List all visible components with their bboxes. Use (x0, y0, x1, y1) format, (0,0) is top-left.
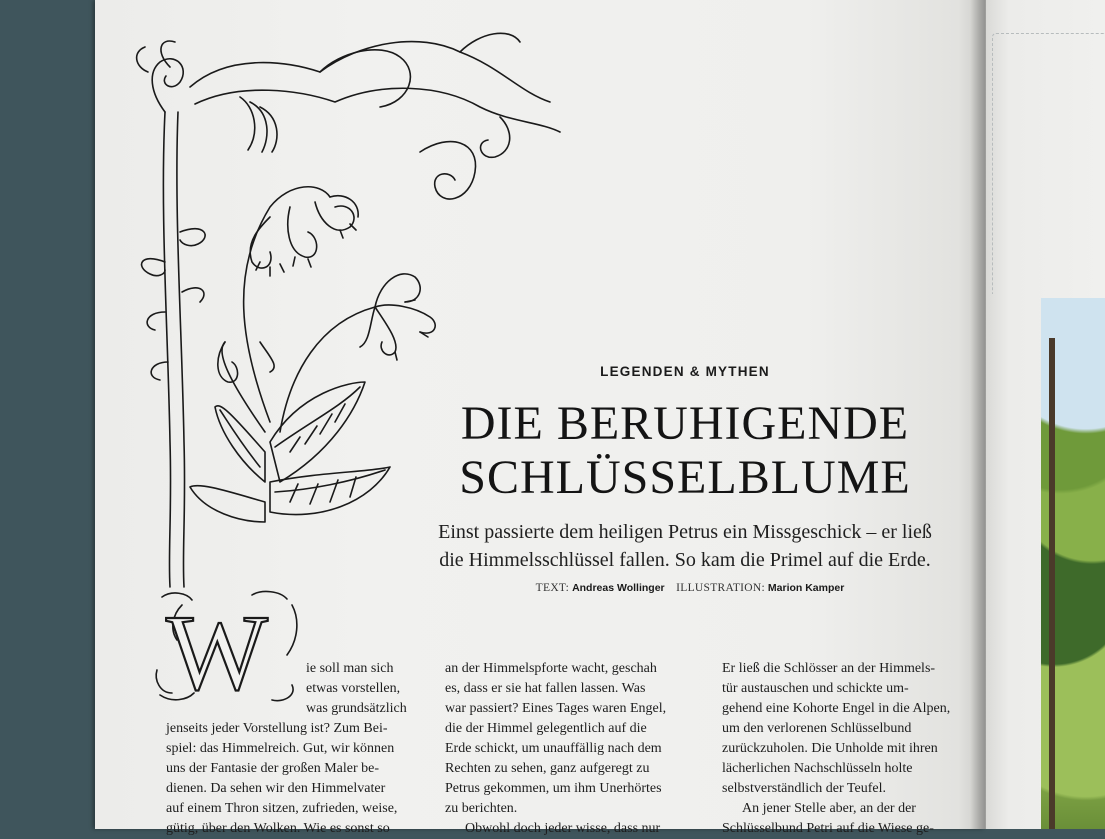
illustration-label: ILLUSTRATION: (676, 582, 766, 594)
text-author: Andreas Wollinger (572, 582, 665, 594)
body-line: zu berichten. (445, 801, 518, 816)
body-line: uns der Fantasie der großen Maler be- (166, 761, 380, 776)
dashed-frame (992, 33, 1105, 294)
title-line: SCHLÜSSELBLUME (459, 451, 911, 504)
text-label: TEXT: (535, 582, 570, 594)
garden-photo (1041, 298, 1105, 829)
body-line: ie soll man sich (306, 661, 394, 676)
lead-line: die Himmelsschlüssel fallen. So kam die Primel auf die Erde. (439, 549, 931, 571)
body-line: tür austauschen und schickte um- (722, 681, 909, 696)
body-line: zurückzuholen. Die Unholde mit ihren (722, 741, 938, 756)
article-lead (415, 518, 955, 574)
article-title (425, 397, 945, 505)
body-line: dienen. Da sehen wir den Himmelvater (166, 781, 386, 796)
dropcap-letter: W (166, 594, 268, 710)
article-kicker: LEGENDEN & MYTHEN (600, 364, 770, 379)
lead-line: Einst passierte dem heiligen Petrus ein Missgeschick – er ließ (438, 521, 932, 543)
illustration-author: Marion Kamper (767, 582, 845, 594)
body-line: selbstverständlich der Teufel. (722, 781, 886, 796)
body-line: die der Himmel gelegentlich auf die (445, 721, 647, 736)
body-line: um den verlorenen Schlüsselbund (722, 721, 912, 736)
article-credits (480, 582, 900, 594)
cowslip-illustration (120, 12, 590, 602)
body-line: gütig, über den Wolken. Wie es sonst so (166, 821, 390, 836)
body-line: An jener Stelle aber, an der der (742, 801, 916, 816)
body-line: an der Himmelspforte wacht, geschah (445, 661, 657, 676)
body-line: lächerlichen Nachschlüsseln holte (722, 761, 913, 776)
body-line: auf einem Thron sitzen, zufrieden, weise, (166, 801, 398, 816)
body-column-1 (166, 659, 431, 839)
body-line: war passiert? Eines Tages waren Engel, (445, 701, 667, 716)
body-line: Erde schickt, um unauffällig nach dem (445, 741, 662, 756)
body-line: spiel: das Himmelreich. Gut, wir können (166, 741, 395, 756)
body-column-3 (722, 659, 987, 839)
body-line: Er ließ die Schlösser an der Himmels- (722, 661, 936, 676)
body-line: Rechten zu sehen, ganz aufgeregt zu (445, 761, 650, 776)
body-column-2 (445, 659, 710, 839)
body-line: Petrus gekommen, um ihm Unerhörtes (445, 781, 662, 796)
body-line: Schlüsselbund Petri auf die Wiese ge- (722, 821, 934, 836)
body-line: Obwohl doch jeder wisse, dass nur (465, 821, 661, 836)
body-line: gehend eine Kohorte Engel in die Alpen, (722, 701, 951, 716)
body-line: was grundsätzlich (306, 701, 407, 716)
body-line: etwas vorstellen, (306, 681, 401, 696)
title-line: DIE BERUHIGENDE (460, 397, 910, 450)
body-line: es, dass er sie hat fallen lassen. Was (445, 681, 646, 696)
body-line: jenseits jeder Vorstellung ist? Zum Bei- (166, 721, 388, 736)
